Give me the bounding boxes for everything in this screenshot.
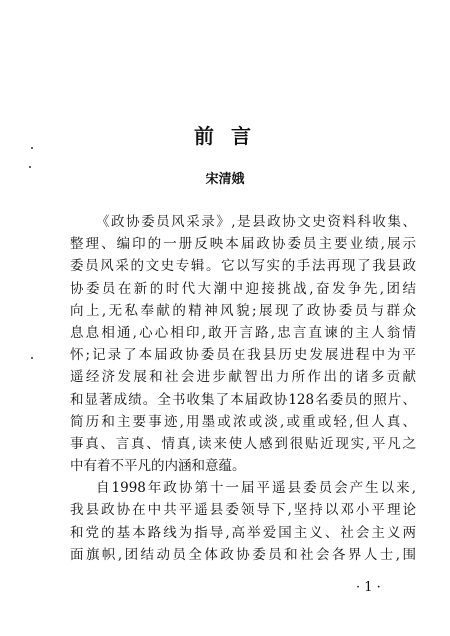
author-name: 宋清娥 — [205, 172, 245, 187]
scan-speck — [31, 357, 33, 359]
text-line: 协委员在新的时代大潮中迎接挑战,奋发争先,团结 — [70, 280, 416, 297]
text-line: 面旗帜,团结动员全体政协委员和社会各界人士,围 — [70, 546, 416, 563]
page-title: 前 言 — [194, 124, 256, 148]
text-line: 息息相通,心心相印,敢开言路,忠言直谏的主人翁情 — [70, 324, 416, 341]
paragraph-1 — [70, 211, 416, 477]
text-line: 和显著成绩。全书收集了本届政协128名委员的照片、 — [70, 391, 416, 408]
text-line: 简历和主要事迹,用墨或浓或淡,或重或轻,但人真、 — [70, 413, 416, 430]
text-line: 《政协委员风采录》,是县政协文史资料科收集、 — [96, 214, 416, 230]
text-line: 事真、言真、情真,读来使人感到很贴近现实,平凡之 — [70, 435, 416, 452]
text-line: 整理、编印的一册反映本届政协委员主要业绩,展示 — [70, 236, 416, 253]
paragraph-2 — [70, 477, 416, 566]
text-line: 怀;记录了本届政协委员在我县历史发展进程中为平 — [70, 347, 416, 364]
text-line: 向上,无私奉献的精神风貌;展现了政协委员与群众 — [70, 302, 416, 319]
text-line: 遥经济发展和社会进步献智出力所作出的诸多贡献 — [70, 369, 416, 386]
body-text — [70, 211, 416, 566]
text-line: 我县政协在中共平遥县委领导下,坚持以邓小平理论 — [70, 502, 416, 519]
text-line: 自1998年政协第十一届平遥县委员会产生以来, — [96, 480, 416, 497]
scan-speck — [29, 166, 31, 168]
text-line: 和党的基本路线为指导,高举爱国主义、社会主义两 — [70, 524, 416, 541]
page-number: · 1 · — [356, 580, 381, 595]
text-line: 委员风采的文史专辑。它以写实的手法再现了我县政 — [70, 258, 416, 275]
text-line: 中有着不平凡的内涵和意蕴。 — [70, 458, 246, 475]
